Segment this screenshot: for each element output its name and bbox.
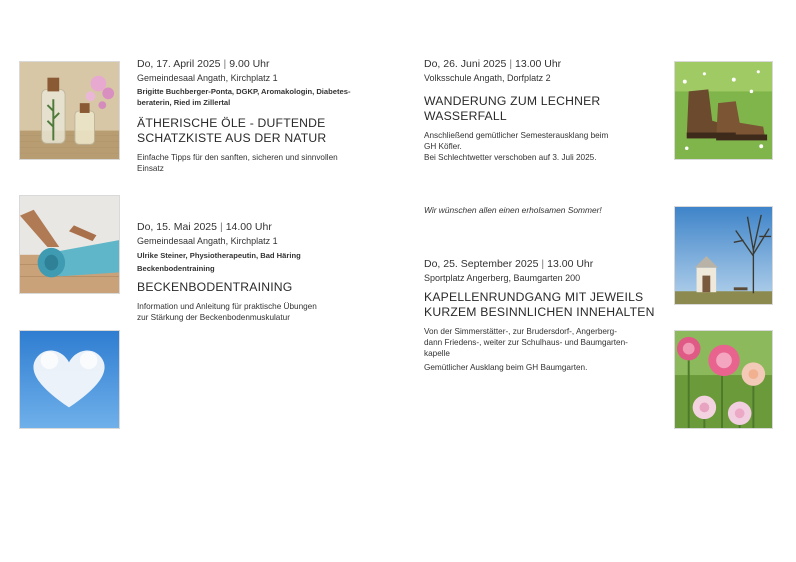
- event-speaker: [137, 86, 377, 108]
- desc-line: GH Köfler.: [424, 142, 462, 151]
- event-date-line: [137, 221, 377, 234]
- title-line: WANDERUNG ZUM LECHNER: [424, 94, 601, 108]
- title-line: BECKENBODENTRAINING: [137, 280, 293, 294]
- event-date: Do, 15. Mai 2025: [137, 221, 217, 233]
- event-time: 13.00 Uhr: [515, 58, 562, 70]
- desc-line: Anschließend gemütlicher Semesterausklang beim: [424, 131, 609, 140]
- speaker-line: Beckenbodentraining: [137, 264, 215, 273]
- event-title: [137, 280, 377, 295]
- date-time-separator: |: [541, 258, 545, 270]
- event-time: 9.00 Uhr: [229, 58, 270, 70]
- date-time-separator: |: [509, 58, 513, 70]
- event-time: 13.00 Uhr: [547, 258, 594, 270]
- desc-line: Von der Simmerstätter-, zur Brudersdorf-, Angerberg-: [424, 327, 617, 336]
- event-date: Do, 17. April 2025: [137, 58, 221, 70]
- event-date-line: [137, 58, 377, 71]
- event-date-line: [424, 258, 664, 271]
- event-date-line: [424, 58, 664, 71]
- title-line: ÄTHERISCHE ÖLE - DUFTENDE: [137, 116, 326, 130]
- speaker-line: beraterin, Ried im Zillertal: [137, 98, 231, 107]
- event-description: [137, 301, 377, 323]
- event-venue: Gemeindesaal Angath, Kirchplatz 1: [137, 236, 278, 246]
- hiking-boots-photo: [674, 61, 773, 160]
- event-time: 14.00 Uhr: [225, 221, 272, 233]
- date-time-separator: |: [223, 58, 227, 70]
- event-title: [137, 116, 377, 146]
- strawflowers-photo: [674, 330, 773, 429]
- event-title: [424, 290, 664, 320]
- event-closing-note: Gemütlicher Ausklang beim GH Baumgarten.: [424, 363, 588, 372]
- chapel-tree-photo: [674, 206, 773, 305]
- summer-greeting-note: Wir wünschen allen einen erholsamen Sommer!: [424, 205, 602, 215]
- title-line: WASSERFALL: [424, 109, 507, 123]
- speaker-line: Ulrike Steiner, Physiotherapeutin, Bad Häring: [137, 251, 301, 260]
- desc-line: Bei Schlechtwetter verschoben auf 3. Juli 2025.: [424, 153, 597, 162]
- event-speaker: [137, 249, 377, 275]
- event-aetherische-oele: [137, 58, 377, 174]
- desc-line: dann Friedens-, weiter zur Schulhaus- und Baumgarten-: [424, 338, 628, 347]
- event-title: [424, 94, 664, 124]
- desc-line: kapelle: [424, 349, 450, 358]
- essential-oil-bottles-photo: [19, 61, 120, 160]
- title-line: SCHATZKISTE AUS DER NATUR: [137, 131, 327, 145]
- event-date: Do, 25. September 2025: [424, 258, 539, 270]
- title-line: KAPELLENRUNDGANG MIT JEWEILS: [424, 290, 644, 304]
- event-date: Do, 26. Juni 2025: [424, 58, 507, 70]
- title-line: KURZEM BESINNLICHEN INNEHALTEN: [424, 305, 655, 319]
- event-beckenbodentraining: [137, 221, 377, 323]
- event-wanderung: [424, 58, 664, 163]
- desc-line: Einsatz: [137, 164, 164, 173]
- desc-line: Information und Anleitung für praktische Übungen: [137, 302, 317, 311]
- event-description: [424, 326, 664, 359]
- event-description: [137, 152, 377, 174]
- event-venue: Volksschule Angath, Dorfplatz 2: [424, 73, 551, 83]
- yoga-mat-photo: [19, 195, 120, 294]
- event-description: [424, 130, 664, 163]
- speaker-line: Brigitte Buchberger-Ponta, DGKP, Aromakologin, Diabetes-: [137, 87, 351, 96]
- date-time-separator: |: [219, 221, 223, 233]
- heart-cloud-photo: [19, 330, 120, 429]
- desc-line: zur Stärkung der Beckenbodenmuskulatur: [137, 313, 290, 322]
- event-kapellenrundgang: [424, 258, 664, 373]
- desc-line: Einfache Tipps für den sanften, sicheren und sinnvollen: [137, 153, 338, 162]
- event-venue: Sportplatz Angerberg, Baumgarten 200: [424, 273, 581, 283]
- event-venue: Gemeindesaal Angath, Kirchplatz 1: [137, 73, 278, 83]
